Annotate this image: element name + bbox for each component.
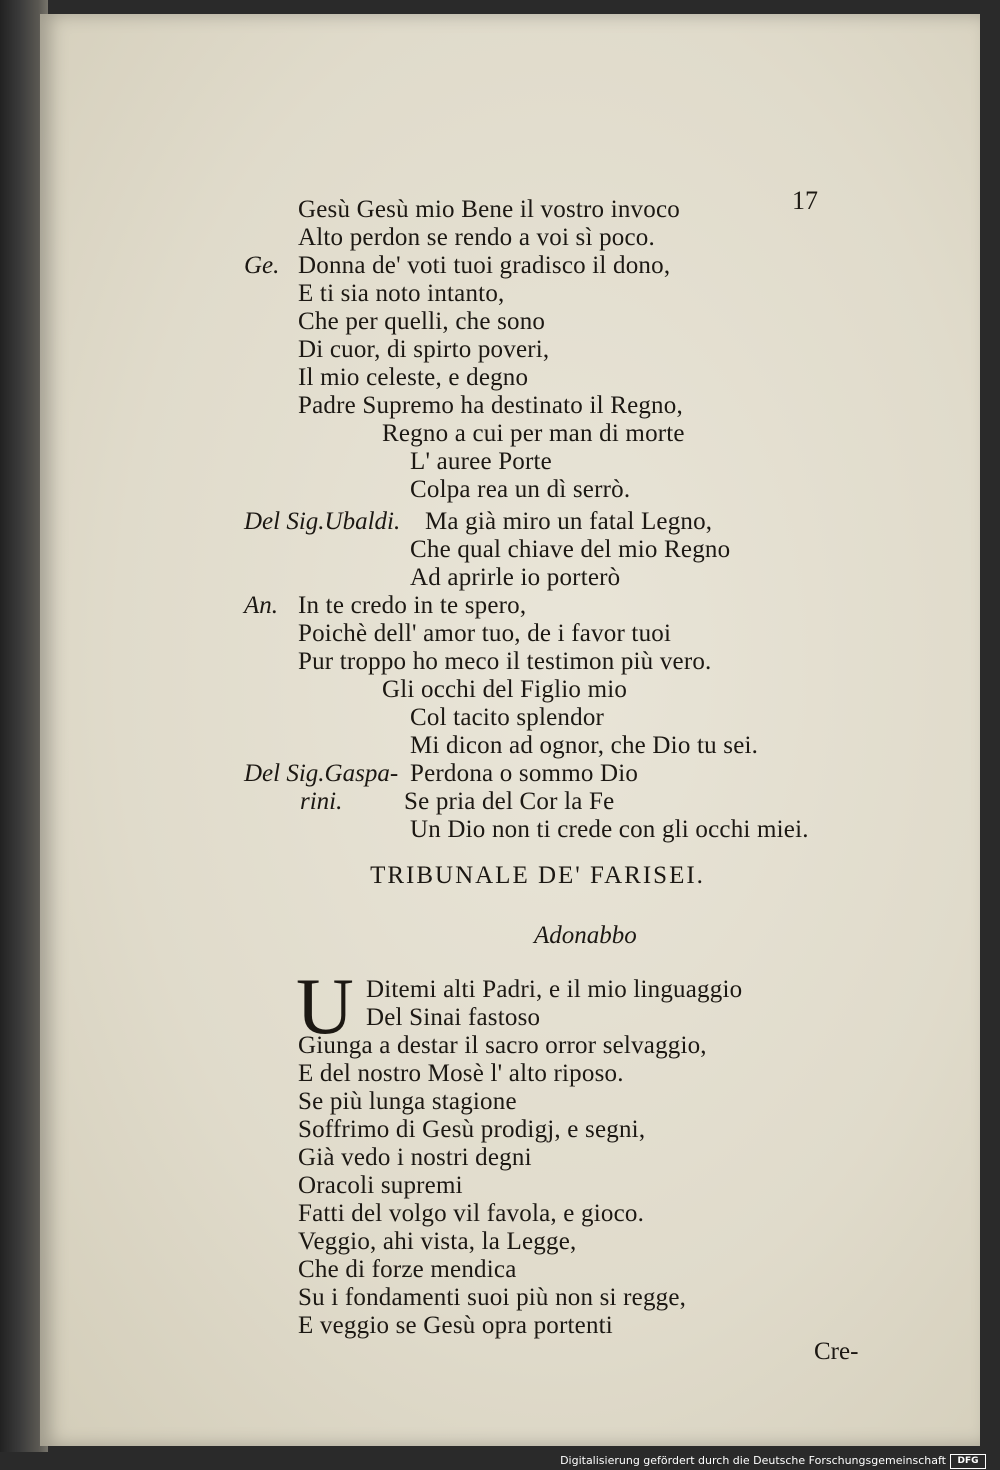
speaker-label: rini.: [300, 788, 343, 815]
verse-line: Alto perdon se rendo a voi sì poco.: [298, 224, 655, 251]
verse-line: Gesù Gesù mio Bene il vostro invoco: [298, 196, 680, 223]
verse-line: Padre Supremo ha destinato il Regno,: [298, 392, 683, 419]
verse-line: Veggio, ahi vista, la Legge,: [298, 1228, 577, 1255]
verse-line: Col tacito splendor: [410, 704, 605, 731]
footer-credit: Digitalisierung gefördert durch die Deutsche Forschungsgemeinschaft: [560, 1454, 946, 1467]
footer-bar: [0, 1452, 1000, 1470]
verse-line: Poichè dell' amor tuo, de i favor tuoi: [298, 620, 672, 647]
verse-line: Se più lunga stagione: [298, 1088, 517, 1115]
speaker-label: Del Sig.Ubaldi.: [244, 508, 401, 535]
verse-line: In te credo in te spero,: [298, 592, 527, 619]
verse-line: Colpa rea un dì serrò.: [410, 476, 631, 503]
verse-line: Giunga a destar il sacro orror selvaggio,: [298, 1032, 707, 1059]
speaker-label: An.: [244, 592, 279, 619]
verse-line: Che per quelli, che sono: [298, 308, 546, 335]
verse-line: Pur troppo ho meco il testimon più vero.: [298, 648, 712, 675]
verse-line: L' auree Porte: [410, 448, 552, 475]
verse-line: Oracoli supremi: [298, 1172, 463, 1199]
verse-line: Se pria del Cor la Fe: [404, 788, 615, 815]
verse-line: Ma già miro un fatal Legno,: [425, 508, 713, 535]
verse-line: Mi dicon ad ognor, che Dio tu sei.: [410, 732, 759, 759]
verse-line: E ti sia noto intanto,: [298, 280, 505, 307]
verse-line: Che qual chiave del mio Regno: [410, 536, 731, 563]
verse-line: Fatti del volgo vil favola, e gioco.: [298, 1200, 645, 1227]
verse-line: Il mio celeste, e degno: [298, 364, 529, 391]
section-heading: TRIBUNALE DE' FARISEI.: [370, 862, 705, 889]
verse-line: E del nostro Mosè l' alto riposo.: [298, 1060, 624, 1087]
verse-line: Un Dio non ti crede con gli occhi miei.: [410, 816, 809, 843]
verse-line: Ditemi alti Padri, e il mio linguaggio: [366, 976, 743, 1003]
verse-line: Gli occhi del Figlio mio: [382, 676, 628, 703]
verse-line: Perdona o sommo Dio: [410, 760, 639, 787]
verse-line: Già vedo i nostri degni: [298, 1144, 532, 1171]
verse-line: Regno a cui per man di morte: [382, 420, 685, 447]
verse-line: Soffrimo di Gesù prodigj, e segni,: [298, 1116, 646, 1143]
verse-line: Ad aprirle io porterò: [410, 564, 621, 591]
speaker-heading: Adonabbo: [534, 922, 637, 949]
speaker-label: Ge.: [244, 252, 280, 279]
verse-line: Del Sinai fastoso: [366, 1004, 541, 1031]
verse-line: Donna de' voti tuoi gradisco il dono,: [298, 252, 671, 279]
page-number: 17: [792, 186, 818, 215]
verse-line: Su i fondamenti suoi più non si regge,: [298, 1284, 687, 1311]
verse-line: E veggio se Gesù opra portenti: [298, 1312, 613, 1339]
verse-line: Di cuor, di spirto poveri,: [298, 336, 550, 363]
dfg-logo-icon: DFG: [950, 1454, 986, 1469]
verse-line: Che di forze mendica: [298, 1256, 517, 1283]
drop-cap: U: [296, 963, 354, 1051]
catchword: Cre-: [814, 1338, 859, 1365]
speaker-label: Del Sig.Gaspa-: [244, 760, 399, 787]
